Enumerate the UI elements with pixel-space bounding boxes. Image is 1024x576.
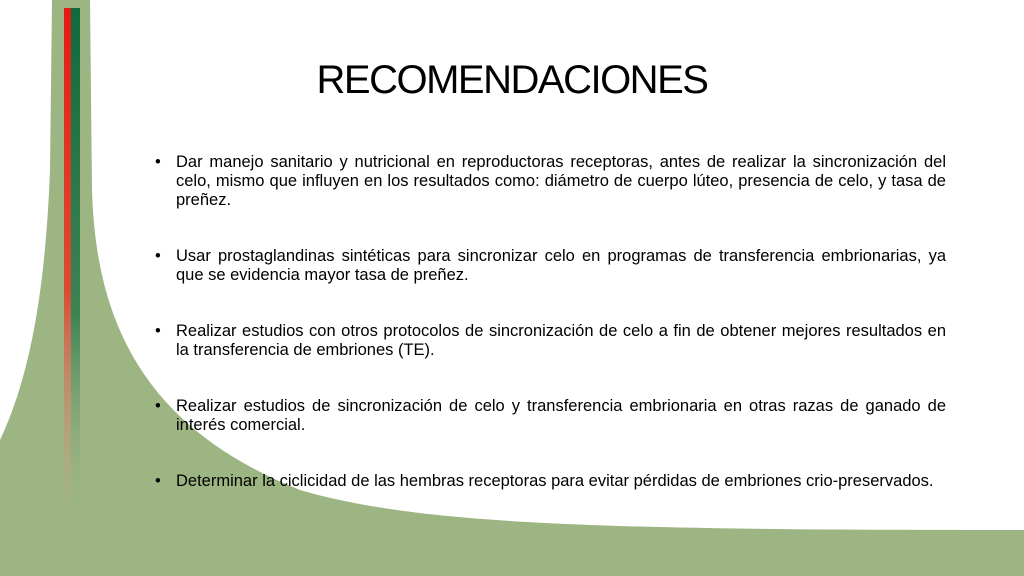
bullet-text: Determinar la ciclicidad de las hembras receptoras para evitar pérdidas de embriones crio-preservados. [176, 472, 934, 490]
bullet-text: Realizar estudios con otros protocolos de sincronización de celo a fin de obtener mejores resultados en la transferencia de embriones (TE). [176, 322, 946, 359]
bullet-dot: • [155, 472, 161, 490]
bullet-text: Usar prostaglandinas sintéticas para sincronizar celo en programas de transferencia embrionarias, ya que se evidencia mayor tasa de preñez. [176, 247, 946, 284]
dark-green-stripe [71, 8, 80, 520]
bullet-dot: • [155, 322, 161, 340]
list-item [155, 153, 946, 210]
red-stripe [64, 8, 71, 520]
bullet-dot: • [155, 247, 161, 265]
slide-title: RECOMENDACIONES [316, 58, 708, 102]
bullet-dot: • [155, 153, 161, 171]
list-item [155, 247, 946, 285]
list-item [155, 472, 946, 491]
list-item [155, 322, 946, 360]
list-item [155, 397, 946, 435]
bullet-dot: • [155, 397, 161, 415]
bullet-text: Realizar estudios de sincronización de celo y transferencia embrionaria en otras razas de ganado de interés comercial. [176, 397, 946, 434]
bullet-text: Dar manejo sanitario y nutricional en reproductoras receptoras, antes de realizar la sincronización del celo, mismo que influyen en los resultados como: diámetro de cuerpo lúteo, presencia de celo, y tasa de preñez. [176, 153, 946, 209]
bullet-list [155, 153, 946, 528]
